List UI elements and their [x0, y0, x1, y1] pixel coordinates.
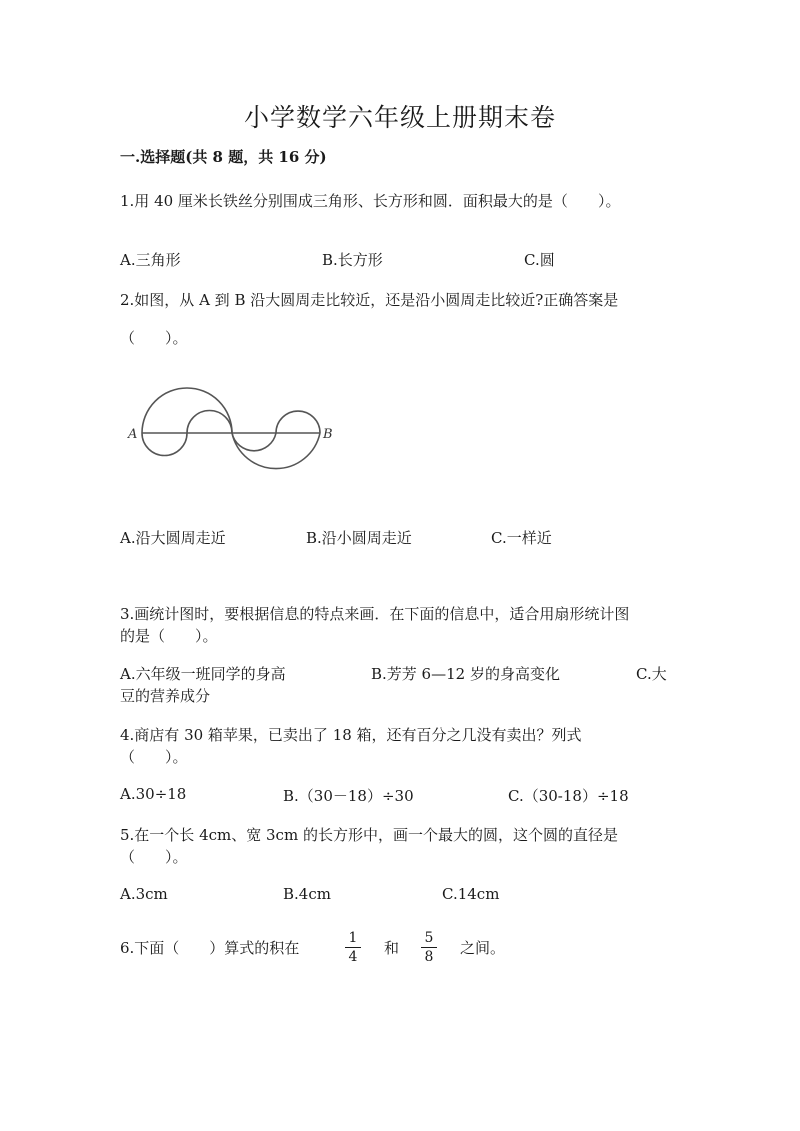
point-a-label: A: [128, 427, 138, 442]
page-title: 小学数学六年级上册期末卷: [243, 103, 556, 132]
fraction-1-denominator: 4: [348, 949, 358, 965]
question-6-and: 和: [384, 939, 400, 957]
question-5-line-2: （ ）。: [120, 848, 188, 866]
question-3-option-c-end: 豆的营养成分: [120, 687, 211, 705]
fraction-2-numerator: 5: [424, 930, 434, 946]
fraction-1-bar: [345, 947, 361, 948]
question-3-option-b: B.芳芳 6—12 岁的身高变化: [371, 665, 560, 683]
question-4-line-1: 4.商店有 30 箱苹果，已卖出了 18 箱，还有百分之几没有卖出？列式: [120, 726, 582, 744]
question-1-option-c: C.圆: [524, 251, 555, 269]
question-4-option-a: A.30÷18: [120, 785, 187, 803]
question-4-option-b: B.（30－18）÷30: [283, 787, 414, 805]
point-b-label: B: [323, 427, 333, 442]
large-semicircle-upper: [142, 388, 232, 433]
question-1-text: 1.用 40 厘米长铁丝分别围成三角形、长方形和圆．面积最大的是（ ）。: [120, 192, 621, 210]
small-semicircle-1: [142, 433, 187, 456]
question-3-line-2: 的是（ ）。: [120, 627, 218, 645]
circles-path-diagram: [120, 372, 350, 484]
question-3-option-a: A.六年级一班同学的身高: [120, 665, 286, 683]
question-5-option-b: B.4cm: [283, 885, 331, 903]
question-3-option-c-start: C.大: [636, 665, 667, 683]
question-3-line-1: 3.画统计图时，要根据信息的特点来画．在下面的信息中，适合用扇形统计图: [120, 605, 630, 623]
question-2-option-c: C.一样近: [491, 529, 552, 547]
question-4-option-c: C.（30-18）÷18: [508, 787, 629, 805]
question-5-option-c: C.14cm: [442, 885, 500, 903]
question-6-prefix: 6.下面（ ）算式的积在: [120, 939, 300, 957]
question-2-option-a: A.沿大圆周走近: [120, 529, 226, 547]
fraction-one-quarter: [345, 930, 361, 965]
fraction-five-eighths: [421, 930, 437, 965]
question-5-line-1: 5.在一个长 4cm、宽 3cm 的长方形中，画一个最大的圆，这个圆的直径是: [120, 826, 618, 844]
fraction-1-numerator: 1: [348, 930, 358, 946]
question-2-line-1: 2.如图，从 A 到 B 沿大圆周走比较近，还是沿小圆周走比较近?正确答案是: [120, 291, 619, 309]
small-semicircle-2: [187, 411, 232, 434]
large-semicircle-lower: [232, 433, 320, 469]
question-4-line-2: （ ）。: [120, 748, 188, 766]
question-2-line-2: （ ）。: [120, 329, 188, 347]
small-semicircle-4: [276, 411, 320, 433]
question-1-option-b: B.长方形: [322, 251, 383, 269]
fraction-2-bar: [421, 947, 437, 948]
section-heading: 一.选择题(共 8 题，共 16 分): [120, 148, 327, 166]
question-2-option-b: B.沿小圆周走近: [306, 529, 412, 547]
fraction-2-denominator: 8: [424, 949, 434, 965]
question-5-option-a: A.3cm: [120, 885, 168, 903]
question-6-suffix: 之间。: [460, 939, 506, 957]
question-1-option-a: A.三角形: [120, 251, 181, 269]
